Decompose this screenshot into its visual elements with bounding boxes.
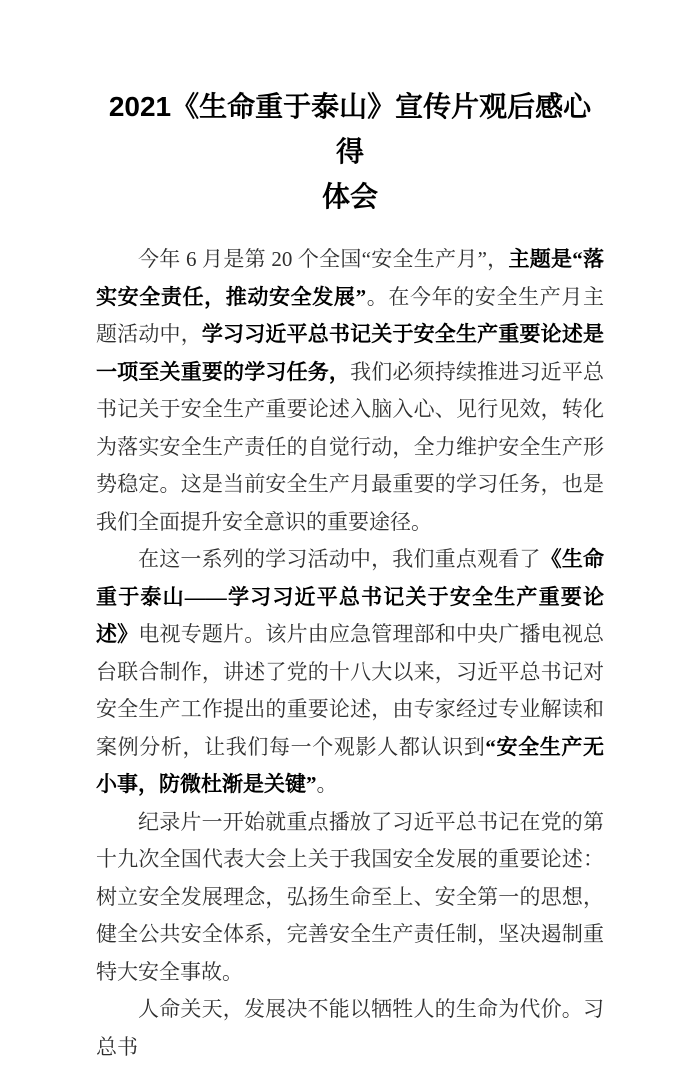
- document-title: [96, 84, 604, 219]
- text-run: 。: [316, 772, 338, 796]
- title-line-1: 2021《生命重于泰山》宣传片观后感心得: [108, 91, 592, 167]
- title-line-2: 体会: [321, 181, 378, 212]
- text-run: 我们必须持续推进习近平总书记关于安全生产重要论述入脑入心、见行见效，转化为落实安全生产责任的自觉行动，全力维护安全生产形势稳定。这是当前安全生产月最重要的学习任务，也是我们全面提升安全意识的重要途径。: [96, 359, 605, 534]
- text-run: 人命关天，发展决不能以牺牲人的生命为代价。习总书: [96, 997, 604, 1059]
- document-body: [96, 241, 604, 1066]
- paragraph: [96, 804, 604, 992]
- paragraph: [96, 991, 604, 1066]
- text-run: 。在今年的安全生产月主题活动中，: [96, 284, 605, 346]
- paragraph: [96, 241, 604, 541]
- paragraph: [96, 541, 604, 804]
- bold-text-run: “安全生产无小事，防微杜渐是关键”: [96, 734, 605, 796]
- bold-text-run: 学习习近平总书记关于安全生产重要论述是一项至关重要的学习任务，: [96, 322, 605, 384]
- text-run: 纪录片一开始就重点播放了习近平总书记在党的第十九次全国代表大会上关于我国安全发展的重要论述：树立安全发展理念，弘扬生命至上、安全第一的思想，健全公共安全体系，完善安全生产责任制，坚决遏制重特大安全事故。: [96, 809, 604, 984]
- text-run: 电视专题片。该片由应急管理部和中央广播电视总台联合制作，讲述了党的十八大以来，习近平总书记对安全生产工作提出的重要论述，由专家经过专业解读和案例分析，让我们每一个观影人都认识到: [96, 622, 605, 759]
- bold-text-run: 《生命重于泰山——学习习近平总书记关于安全生产重要论述》: [96, 547, 605, 646]
- text-run: 今年 6 月是第 20 个全国“安全生产月”，: [138, 247, 509, 271]
- bold-text-run: 主题是“落实安全责任，推动安全发展”: [96, 247, 605, 309]
- text-run: 在这一系列的学习活动中，我们重点观看了: [138, 547, 541, 571]
